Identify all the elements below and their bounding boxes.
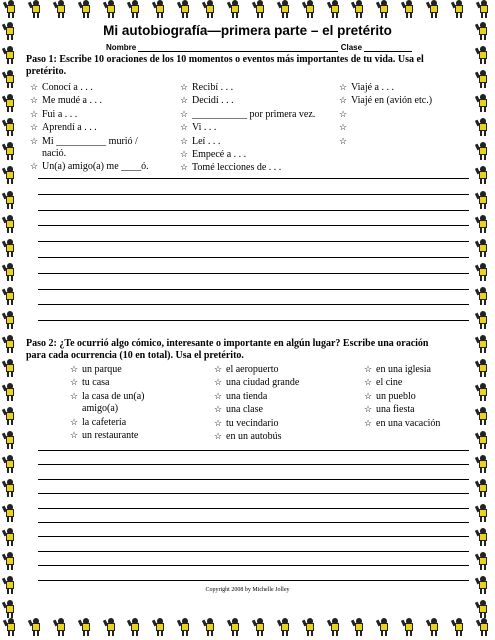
prompt-item xyxy=(339,94,469,107)
student-figure-icon xyxy=(54,0,68,18)
student-figure-icon xyxy=(476,600,490,618)
prompt-text: amigo(a) xyxy=(82,403,119,415)
writing-line[interactable] xyxy=(38,257,469,258)
writing-line[interactable] xyxy=(38,551,469,552)
student-figure-icon xyxy=(3,215,17,233)
copyright: Copyright 2008 by Michelle Jolley xyxy=(205,587,290,593)
student-figure-icon xyxy=(377,0,391,18)
writing-line[interactable] xyxy=(38,178,469,179)
student-figure-icon xyxy=(3,22,17,40)
star-icon: ☆ xyxy=(364,390,373,401)
prompt-item xyxy=(214,390,354,403)
student-figure-icon xyxy=(476,191,490,209)
writing-line[interactable] xyxy=(38,580,469,581)
prompt-item xyxy=(214,430,354,443)
worksheet xyxy=(24,20,471,620)
writing-line[interactable] xyxy=(38,210,469,211)
prompt-text: en una iglesia xyxy=(376,364,431,375)
prompt-item xyxy=(30,81,170,94)
prompt-text: una fiesta xyxy=(376,404,415,416)
prompt-text: Me mudé a . . . xyxy=(42,95,102,107)
star-icon: ☆ xyxy=(180,82,189,92)
student-figure-icon xyxy=(427,618,441,636)
student-figure-icon xyxy=(3,311,17,329)
student-figure-icon xyxy=(352,0,366,18)
student-figure-icon xyxy=(3,239,17,257)
paso2-column-1 xyxy=(70,363,210,442)
prompt-text: la cafetería xyxy=(82,416,127,428)
student-figure-icon xyxy=(328,618,342,636)
student-figure-icon xyxy=(4,618,18,636)
student-figure-icon xyxy=(303,618,317,636)
star-icon: ☆ xyxy=(364,417,373,428)
star-icon: ☆ xyxy=(70,377,79,388)
student-figure-icon xyxy=(476,215,490,233)
student-figure-icon xyxy=(3,504,17,522)
star-icon: ☆ xyxy=(180,162,189,173)
student-figure-icon xyxy=(476,359,490,377)
prompt-item xyxy=(214,417,354,430)
student-figure-icon xyxy=(476,455,490,473)
student-figure-icon xyxy=(178,0,192,18)
prompt-item xyxy=(30,160,170,173)
student-figure-icon xyxy=(104,0,118,18)
star-icon: ☆ xyxy=(364,377,373,388)
star-icon: ☆ xyxy=(180,135,189,146)
prompt-item xyxy=(180,121,340,134)
student-figure-icon xyxy=(476,479,490,497)
prompt-item xyxy=(214,403,354,416)
prompt-item xyxy=(70,376,210,389)
prompt-text: Conocí a . . . xyxy=(42,82,93,93)
student-figure-icon xyxy=(3,118,17,136)
student-figure-icon xyxy=(3,552,17,570)
border-bottom xyxy=(0,618,495,640)
student-figure-icon xyxy=(3,407,17,425)
prompt-text: Empecé a . . . xyxy=(192,149,247,161)
star-icon: ☆ xyxy=(214,390,223,401)
prompt-item xyxy=(70,363,210,376)
prompt-item xyxy=(364,417,474,430)
prompt-item xyxy=(30,148,170,160)
student-figure-icon xyxy=(402,618,416,636)
student-figure-icon xyxy=(153,618,167,636)
student-figure-icon xyxy=(402,0,416,18)
student-figure-icon xyxy=(128,0,142,18)
student-figure-icon xyxy=(452,618,466,636)
border-right xyxy=(476,22,495,618)
writing-line[interactable] xyxy=(38,493,469,494)
student-figure-icon xyxy=(3,263,17,281)
student-figure-icon xyxy=(476,431,490,449)
star-icon: ☆ xyxy=(214,364,223,374)
star-icon: ☆ xyxy=(30,82,39,92)
writing-line[interactable] xyxy=(38,522,469,523)
writing-line[interactable] xyxy=(38,565,469,566)
prompt-item xyxy=(180,135,340,148)
student-figure-icon xyxy=(203,0,217,18)
prompt-item xyxy=(180,81,340,94)
student-figure-icon xyxy=(476,528,490,546)
prompt-text: nació. xyxy=(42,148,67,160)
writing-line[interactable] xyxy=(38,273,469,274)
prompt-item xyxy=(339,121,469,134)
prompt-text: tu vecindario xyxy=(226,417,279,429)
prompt-text: Viajé a . . . xyxy=(351,82,394,93)
student-figure-icon xyxy=(476,552,490,570)
prompt-text: Recibí . . . xyxy=(192,82,234,93)
prompt-text: un parque xyxy=(82,364,122,375)
prompt-text: Fui a . . . xyxy=(42,108,78,120)
prompt-item xyxy=(70,429,210,442)
prompt-item xyxy=(180,148,340,161)
star-icon: ☆ xyxy=(214,431,223,442)
student-figure-icon xyxy=(79,0,93,18)
prompt-item xyxy=(339,108,469,121)
prompt-text: una tienda xyxy=(226,390,268,402)
student-figure-icon xyxy=(476,576,490,594)
prompt-item xyxy=(364,363,474,376)
student-figure-icon xyxy=(476,335,490,353)
prompt-text: el cine xyxy=(376,377,403,389)
student-figure-icon xyxy=(476,407,490,425)
prompt-text: la casa de un(a) xyxy=(82,390,145,402)
star-icon: ☆ xyxy=(364,364,373,374)
prompt-item xyxy=(180,94,340,107)
student-figure-icon xyxy=(3,383,17,401)
prompt-item xyxy=(339,135,469,148)
student-figure-icon xyxy=(3,94,17,112)
prompt-text: Viajé en (avión etc.) xyxy=(351,95,433,107)
prompt-item xyxy=(180,108,340,121)
prompt-item xyxy=(70,403,210,415)
student-figure-icon xyxy=(476,22,490,40)
star-icon: ☆ xyxy=(339,82,348,92)
student-figure-icon xyxy=(228,0,242,18)
writing-line[interactable] xyxy=(38,508,469,509)
star-icon: ☆ xyxy=(70,416,79,427)
student-figure-icon xyxy=(253,0,267,18)
student-figure-icon xyxy=(427,0,441,18)
star-icon: ☆ xyxy=(214,417,223,428)
star-icon: ☆ xyxy=(214,377,223,388)
writing-line[interactable] xyxy=(38,289,469,290)
star-icon: ☆ xyxy=(180,95,189,106)
writing-line[interactable] xyxy=(38,320,469,321)
star-icon: ☆ xyxy=(214,404,223,415)
prompt-item xyxy=(30,108,170,121)
border-top xyxy=(0,0,495,22)
prompt-item xyxy=(180,161,340,174)
student-figure-icon xyxy=(476,46,490,64)
prompt-item xyxy=(339,81,469,94)
star-icon: ☆ xyxy=(180,108,189,119)
writing-line[interactable] xyxy=(38,225,469,226)
class-field[interactable] xyxy=(364,43,412,52)
paso2-column-3 xyxy=(364,363,474,430)
student-figure-icon xyxy=(303,0,317,18)
prompt-text: en una vacación xyxy=(376,417,441,429)
student-figure-icon xyxy=(377,618,391,636)
paso2-column-2 xyxy=(214,363,354,443)
prompt-item xyxy=(214,376,354,389)
star-icon: ☆ xyxy=(364,404,373,415)
student-figure-icon xyxy=(128,618,142,636)
student-figure-icon xyxy=(253,618,267,636)
prompt-item xyxy=(364,403,474,416)
prompt-item xyxy=(30,135,170,148)
student-figure-icon xyxy=(278,618,292,636)
paso1-column-1 xyxy=(30,81,170,174)
student-figure-icon xyxy=(452,0,466,18)
student-figure-icon xyxy=(476,118,490,136)
prompt-text: ___________ por primera vez. xyxy=(192,108,316,120)
prompt-item xyxy=(70,390,210,403)
student-figure-icon xyxy=(3,70,17,88)
student-figure-icon xyxy=(104,618,118,636)
star-icon: ☆ xyxy=(180,149,189,160)
prompt-text: Aprendí a . . . xyxy=(42,122,97,134)
student-figure-icon xyxy=(476,239,490,257)
writing-line[interactable] xyxy=(38,241,469,242)
paso2-instructions: Paso 2: ¿Te ocurrió algo cómico, interesante o importante en algún lugar? Escribe una oración para cada ocurrencia (10 en total). Usa el pretérito. xyxy=(26,338,429,361)
class-label: Clase xyxy=(340,43,363,52)
prompt-text: una clase xyxy=(226,404,263,416)
border-left xyxy=(3,22,25,618)
paso1-column-3 xyxy=(339,81,469,148)
star-icon: ☆ xyxy=(339,95,348,106)
student-figure-icon xyxy=(352,618,366,636)
student-figure-icon xyxy=(476,287,490,305)
student-figure-icon xyxy=(3,431,17,449)
star-icon: ☆ xyxy=(30,108,39,119)
student-figure-icon xyxy=(79,618,93,636)
star-icon: ☆ xyxy=(30,135,39,146)
student-figure-icon xyxy=(3,287,17,305)
name-field[interactable] xyxy=(138,43,338,52)
student-figure-icon xyxy=(3,191,17,209)
name-class-row xyxy=(106,43,412,52)
prompt-text: en un autobús xyxy=(226,431,282,443)
student-figure-icon xyxy=(476,166,490,184)
student-figure-icon xyxy=(3,46,17,64)
prompt-text: Decidí . . . xyxy=(192,95,234,107)
name-label: Nombre xyxy=(106,43,137,52)
prompt-text: Mi __________ murió / xyxy=(42,135,138,147)
student-figure-icon xyxy=(476,383,490,401)
writing-line[interactable] xyxy=(38,304,469,305)
student-figure-icon xyxy=(476,311,490,329)
student-figure-icon xyxy=(29,0,43,18)
student-figure-icon xyxy=(29,618,43,636)
star-icon: ☆ xyxy=(180,122,189,133)
student-figure-icon xyxy=(3,600,17,618)
star-icon: ☆ xyxy=(30,122,39,133)
prompt-item xyxy=(70,416,210,429)
student-figure-icon xyxy=(476,94,490,112)
student-figure-icon xyxy=(153,0,167,18)
student-figure-icon xyxy=(4,0,18,18)
student-figure-icon xyxy=(477,618,491,636)
prompt-item xyxy=(30,121,170,134)
student-figure-icon xyxy=(477,0,491,18)
prompt-text: Vi . . . xyxy=(192,122,217,134)
writing-line[interactable] xyxy=(38,464,469,465)
student-figure-icon xyxy=(328,0,342,18)
prompt-item xyxy=(30,94,170,107)
student-figure-icon xyxy=(476,263,490,281)
page-title: Mi autobiografía—primera parte – el pretérito xyxy=(103,23,392,38)
star-icon: ☆ xyxy=(30,95,39,106)
student-figure-icon xyxy=(3,335,17,353)
prompt-item xyxy=(364,376,474,389)
student-figure-icon xyxy=(278,0,292,18)
prompt-text: Tomé lecciones de . . . xyxy=(192,162,282,174)
star-icon: ☆ xyxy=(70,390,79,401)
star-icon: ☆ xyxy=(339,135,348,146)
student-figure-icon xyxy=(3,359,17,377)
prompt-text: Leí . . . xyxy=(192,135,221,147)
student-figure-icon xyxy=(476,70,490,88)
student-figure-icon xyxy=(203,618,217,636)
student-figure-icon xyxy=(178,618,192,636)
prompt-text: un pueblo xyxy=(376,390,416,402)
star-icon: ☆ xyxy=(339,122,348,133)
star-icon: ☆ xyxy=(70,364,79,374)
paso1-column-2 xyxy=(180,81,340,175)
prompt-item xyxy=(214,363,354,376)
paso1-instructions: Paso 1: Escribe 10 oraciones de los 10 momentos o eventos más importantes de tu vida. Usa el pretérito. xyxy=(26,54,424,77)
star-icon: ☆ xyxy=(70,430,79,441)
prompt-text: un restaurante xyxy=(82,430,139,442)
prompt-text: tu casa xyxy=(82,377,110,389)
student-figure-icon xyxy=(476,142,490,160)
student-figure-icon xyxy=(3,479,17,497)
student-figure-icon xyxy=(3,166,17,184)
prompt-item xyxy=(364,390,474,403)
prompt-text: una ciudad grande xyxy=(226,377,300,389)
prompt-text: el aeropuerto xyxy=(226,364,279,375)
prompt-text: Un(a) amigo(a) me ____ó. xyxy=(42,161,149,173)
student-figure-icon xyxy=(3,528,17,546)
star-icon: ☆ xyxy=(30,161,39,172)
student-figure-icon xyxy=(3,455,17,473)
writing-line[interactable] xyxy=(38,450,469,451)
writing-line[interactable] xyxy=(38,194,469,195)
student-figure-icon xyxy=(476,504,490,522)
student-figure-icon xyxy=(3,142,17,160)
writing-line[interactable] xyxy=(38,536,469,537)
writing-line[interactable] xyxy=(38,479,469,480)
student-figure-icon xyxy=(3,576,17,594)
student-figure-icon xyxy=(54,618,68,636)
star-icon: ☆ xyxy=(339,108,348,119)
student-figure-icon xyxy=(228,618,242,636)
